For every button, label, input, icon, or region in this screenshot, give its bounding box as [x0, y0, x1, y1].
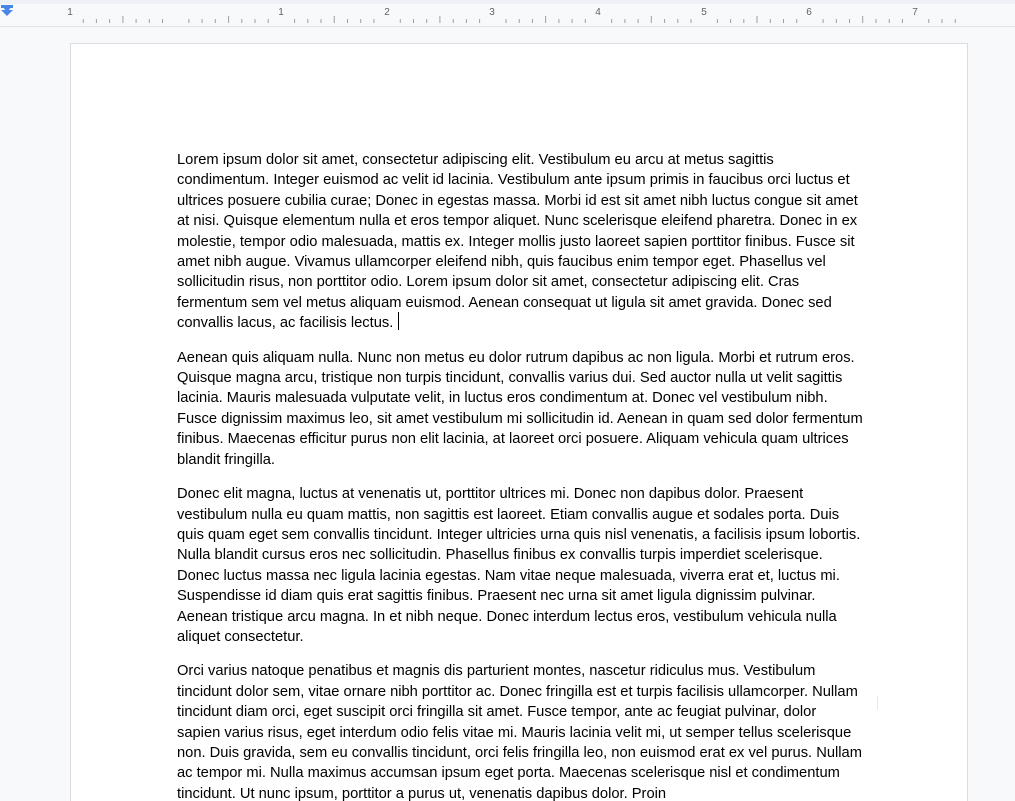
- ruler-label-5: 5: [701, 7, 707, 18]
- text-cursor: [398, 312, 399, 330]
- ruler-label-7: 7: [912, 7, 918, 18]
- ruler-label-3: 3: [489, 7, 495, 18]
- paragraph-4[interactable]: Orci varius natoque penatibus et magnis dis parturient montes, nascetur ridiculus mus. Vestibulum tincidunt dolor sem, vitae ornare nibh porttitor ac. Donec fringilla est et turpis facilisis ullamcorper. Nullam tincidunt diam orci, eget suscipit orci fringilla sit amet. Fusce tempor, ante ac feugiat pulvinar, dolor sapien varius risus, eget interdum odio felis vitae mi. Mauris lacinia velit mi, ut semper tellus scelerisque non. Duis gravida, sem eu convallis tincidunt, orci felis fringilla leo, non euismod erat ex vel purus. Nullam ac tempor mi. Nulla maximus accumsan ipsum eget porta. Maecenas scelerisque nisl et condimentum tincidunt. Ut nunc ipsum, porttitor a purus ut, venenatis dapibus dolor. Proin: [177, 663, 862, 801]
- ruler-label-0: 1: [67, 7, 73, 18]
- horizontal-ruler[interactable]: [0, 4, 1015, 27]
- ruler-label-4: 4: [595, 7, 601, 18]
- ruler-label-6: 6: [806, 7, 812, 18]
- paragraph-3[interactable]: Donec elit magna, luctus at venenatis ut, porttitor ultrices mi. Donec non dapibus dolor. Praesent vestibulum nulla eu quam mattis, non sagittis est laoreet. Etiam convallis augue et sodales porta. Duis quis quam eget sem convallis tincidunt. Integer ultricies urna quis nisl venenatis, a facilisis ipsum lobortis. Nulla blandit cursus eros nec sollicitudin. Phasellus finibus ex convallis turpis imperdiet scelerisque. Donec luctus massa nec ligula lacinia egestas. Nam vitae neque malesuada, viverra erat et, luctus mi. Suspendisse id diam quis erat sagittis finibus. Praesent nec urna sit amet ligula dignissim pulvinar. Aenean tristique arcu magna. In et nibh neque. Donec interdum lectus eros, vestibulum vehicula nulla aliquet consectetur.: [177, 486, 861, 645]
- scroll-hint: [877, 696, 878, 710]
- ruler-label-1: 1: [278, 7, 284, 18]
- document-page[interactable]: [70, 43, 968, 801]
- right-indent-marker-icon[interactable]: [0, 4, 14, 14]
- ruler-labels: [0, 4, 1015, 26]
- paragraph-2[interactable]: Aenean quis aliquam nulla. Nunc non metus eu dolor rutrum dapibus ac non ligula. Morbi et rutrum eros. Quisque magna arcu, tristique non turpis tincidunt, convallis varius dui. Sed auctor nulla ut velit sagittis lacinia. Mauris malesuada vulputate velit, in luctus eros condimentum at. Donec vel vestibulum nibh. Fusce dignissim maximus leo, sit amet vestibulum mi sollicitudin id. Aenean in quam sed dolor fermentum finibus. Maecenas efficitur purus non elit lacinia, at laoreet orci posuere. Aliquam vehicula quam ultrices blandit fringilla.: [177, 349, 863, 468]
- paragraph-1[interactable]: Lorem ipsum dolor sit amet, consectetur adipiscing elit. Vestibulum eu arcu at metus sagittis condimentum. Integer euismod ac velit id lacinia. Vestibulum ante ipsum primis in faucibus orci luctus et ultrices posuere cubilia curae; Donec in egestas massa. Morbi id est sit amet nibh luctus congue sit amet at nisi. Quisque elementum nulla et eros tempor aliquet. Nunc scelerisque eleifend pharetra. Donec in ex molestie, tempor odio malesuada, mattis ex. Integer mollis justo laoreet sapien porttitor finibus. Fusce sit amet nibh augue. Vivamus ullamcorper eleifend nibh, quis faucibus enim tempor eget. Phasellus vel sollicitudin risus, non porttitor odio. Lorem ipsum dolor sit amet, consectetur adipiscing elit. Cras fermentum sem vel metus aliquam euismod. Aenean consequat ut ligula sit amet gravida. Donec sed convallis lacus, ac facilisis lectus.: [177, 152, 858, 332]
- document-body[interactable]: [177, 150, 863, 801]
- ruler-label-2: 2: [384, 7, 390, 18]
